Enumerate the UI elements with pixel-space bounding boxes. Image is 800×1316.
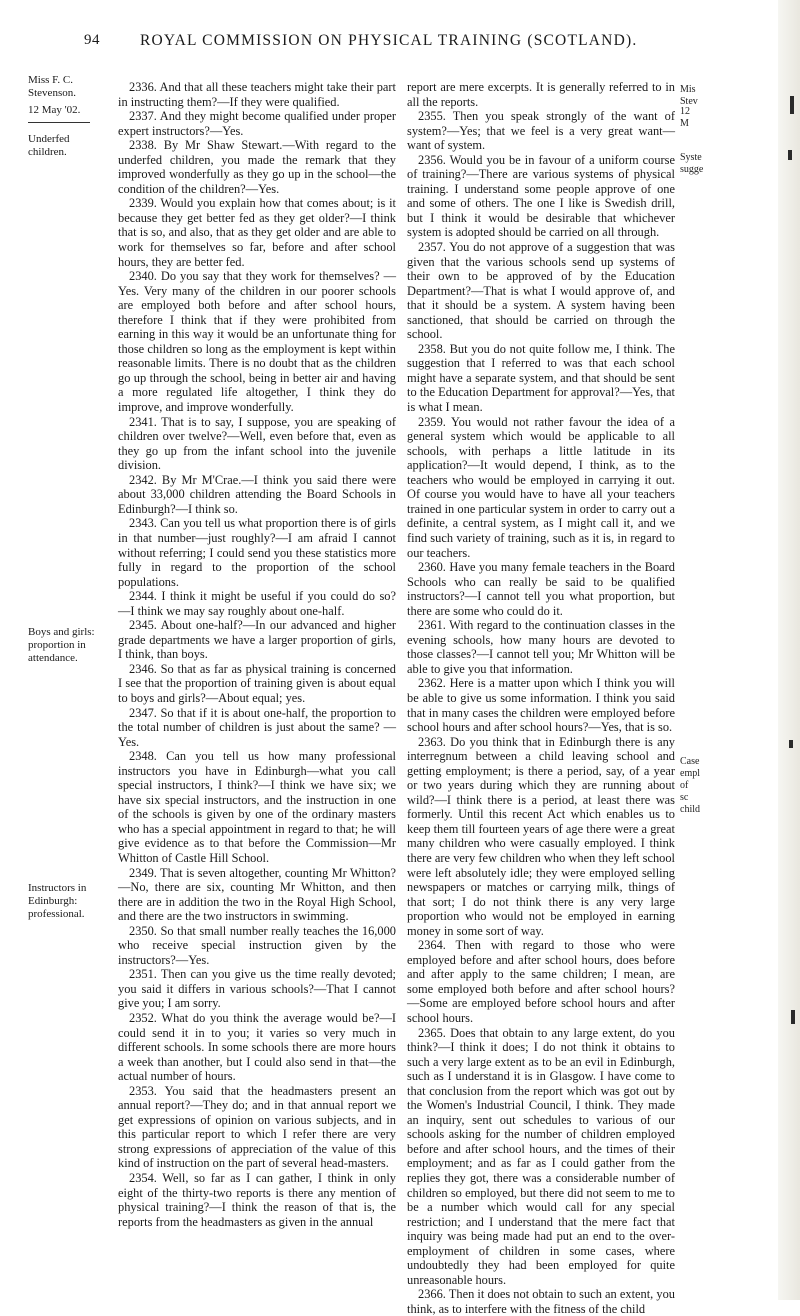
paragraph: 2352. What do you think the average would be?—I could send it in to you; it varies so very much in different schools. In some schools there are more hours a week than another, but I could also send in that—the actual number of hours.: [118, 1011, 396, 1084]
edge-note-employment: Case empl of sc child: [680, 756, 700, 815]
paragraph: 2342. By Mr M'Crae.—I think you said there were about 33,000 children attending the Board Schools in Edinburgh?—I think so.: [118, 472, 396, 516]
margin-divider: [28, 122, 90, 123]
paragraph: 2345. About one-half?—In our advanced and higher grade departments we have a larger proportion of girls, I think, than boys.: [118, 618, 396, 662]
paragraph: 2344. I think it might be useful if you could do so? —I think we may say roughly about one-half.: [118, 589, 396, 618]
margin-note-date: 12 May '02.: [28, 104, 81, 116]
edge-mark: [789, 740, 793, 748]
edge-mark: [790, 96, 794, 114]
paragraph: 2338. By Mr Shaw Stewart.—With regard to the underfed children, you made the remark that they improved wonderfully as they go up in the school—the condition of the children?—Yes.: [118, 138, 396, 196]
paragraph: 2361. With regard to the continuation classes in the evening schools, how many hours are devoted to those classes?—I cannot tell you; Mr Whitton will be able to give you that information.: [407, 618, 675, 676]
paragraph: 2360. Have you many female teachers in the Board Schools who can really be said to be qualified instructors?—I cannot tell you what proportion, but there are some who could do it.: [407, 560, 675, 618]
facing-page-edge: [778, 0, 800, 1300]
margin-note-instructors: Instructors in Edinburgh: professional.: [28, 882, 87, 920]
paragraph: 2364. Then with regard to those who were employed before and after school hours, does before and after apply to the same children; I mean, are some employed both before and after school hours?—Some are employed before school hours and after school hours.: [407, 938, 675, 1025]
paragraph: 2348. Can you tell us how many professional instructors you have in Edinburgh—what you call special instructors, I think?—I think we have six; we have six special instructors, and the instruction in one of the schools is given by one of the ordinary masters who has a special appointment in regard to that; he will give evidence as to that before the Commission—Mr Whitton of Castle Hill School.: [118, 749, 396, 865]
edge-note-date: 12 M: [680, 106, 690, 129]
paragraph: 2351. Then can you give us the time really devoted; you said it differs in various schools?—That I cannot give you; I am sorry.: [118, 967, 396, 1011]
edge-mark: [791, 1010, 795, 1024]
paragraph: 2354. Well, so far as I can gather, I think in only eight of the thirty-two reports is there any mention of physical training?—I think the reason of that is, the reports from the headmasters as given in the annual: [118, 1171, 396, 1229]
paragraph: 2346. So that as far as physical training is concerned I see that the proportion of training given is about equal to boys and girls?—About equal; yes.: [118, 661, 396, 705]
page-number: 94: [84, 32, 100, 48]
paragraph: 2362. Here is a matter upon which I think you will be able to give us some information. I think you said that in many cases the children were employed before school hours and after school hours?—Yes, that is so.: [407, 676, 675, 735]
paragraph: 2358. But you do not quite follow me, I think. The suggestion that I referred to was that each school might have a separate system, and that should be sent to the Education Department for approval?—Yes, that is what I mean.: [407, 341, 675, 415]
paragraph: 2359. You would not rather favour the idea of a general system which would be applicable to all schools, with perhaps a little latitude in its application?—It would depend, I think, as to the teachers who would be employed in carrying it out. Of course you would have to have all your teachers trained in one particular system in order to carry out a definite, a central system, as I might call it, and we find such variety of training, such as it is, in regard to our teachers.: [407, 414, 675, 560]
edge-note-system: Syste sugge: [680, 152, 704, 175]
paragraph: 2336. And that all these teachers might take their part in instructing them?—If they were qualified.: [118, 80, 396, 109]
paragraph: 2341. That is to say, I suppose, you are speaking of children over twelve?—Well, even before that, even as they go up from the infant school into the juvenile division.: [118, 414, 396, 473]
right-column: [407, 80, 675, 1316]
paragraph: 2340. Do you say that they work for themselves? —Yes. Very many of the children in our poorer schools are employed both before and after school hours, therefore I think that if they were prohibited from earning in this way it would be an unfortunate thing for those children so long as the employment is kept within reasonable limits. There is no doubt that as the children go up through the school, being in better air and having a more regulated life altogether, I think they do improve, and improve wonderfully.: [118, 269, 396, 415]
edge-mark: [788, 150, 792, 160]
paragraph: 2339. Would you explain how that comes about; is it because they get better fed as they get older?—I think that is so, and also, that as they get older and are able to work for themselves so far, before and after school hours, they are better fed.: [118, 196, 396, 269]
margin-note-witness: Miss F. C. Stevenson.: [28, 74, 76, 99]
paragraph: 2355. Then you speak strongly of the want of system?—Yes; that we feel is a very great want—want of system.: [407, 109, 675, 153]
paragraph: 2343. Can you tell us what proportion there is of girls in that number—just roughly?—I am afraid I cannot without referring; I could send you these statistics more fully in regard to the proportion of the school populations.: [118, 516, 396, 589]
paragraph: 2350. So that small number really teaches the 16,000 who receive special instruction given by the instructors?—Yes.: [118, 923, 396, 967]
edge-note-witness: Mis Stev: [680, 84, 698, 107]
paragraph: 2366. Then it does not obtain to such an extent, you think, as to interfere with the fitness of the child: [407, 1287, 675, 1316]
margin-note-boys-girls: Boys and girls: proportion in attendance.: [28, 626, 95, 664]
page-header: [0, 32, 800, 56]
paragraph: 2337. And they might become qualified under proper expert instructors?—Yes.: [118, 109, 396, 138]
left-column: [118, 80, 396, 1229]
running-title: ROYAL COMMISSION ON PHYSICAL TRAINING (SCOTLAND).: [140, 32, 638, 49]
paragraph: 2365. Does that obtain to any large extent, do you think?—I think it does; I do not think it obtains to such a very large extent as to be an evil in Edinburgh, such as I understand it is in Glasgow. I have come to that conclusion from the report which was got out by the Women's Industrial Council, I think. They made an inquiry, sent out schedules to various of our schools asking for the number of children employed before and after school hours, and the times of their employment; and as far as I could gather from the replies they got, there was a considerable number of children so employed, but there did not seem to me to be a number which would call for any special restriction; and I understand that the mere fact that inquiry was being made had put an end to the over-employment of children in some cases, where undoubtedly they had been employed for quite unreasonable hours.: [407, 1025, 675, 1287]
margin-note-underfed: Underfed children.: [28, 133, 70, 158]
paragraph: 2363. Do you think that in Edinburgh there is any interregnum between a child leaving school and getting employment; is there a period, say, of a year or two years during which they are running about wild?—I think there is a period, at least there was formerly. Until this recent Act which enables us to keep them till fourteen years of age there were a great many children who were casually employed. I think there are very few children who when they left school were left absolutely idle; they were employed selling newspapers or matches or carrying milk, things of that sort; I do not think there is any very large proportion who would not be employed in earning money in some sort of way.: [407, 734, 675, 938]
paragraph: 2353. You said that the headmasters present an annual report?—They do; and in that annual report we get expressions of opinion on various subjects, and in this particular report to which I refer there are very strong expressions of appreciation of the value of this kind of instruction on the part of several head-masters.: [118, 1083, 396, 1171]
paragraph-continuation: report are mere excerpts. It is generally referred to in all the reports.: [407, 80, 675, 109]
paragraph: 2349. That is seven altogether, counting Mr Whitton?—No, there are six, counting Mr Whitton, and then there are in addition the two in the Royal High School, and there are the two instructors in swimming.: [118, 865, 396, 924]
paragraph: 2357. You do not approve of a suggestion that was given that the various schools send up systems of their own to be approved of by the Education Department?—That is what I would approve of, and that it should be a system. A system having been sanctioned, that should be carried on through the school.: [407, 240, 675, 342]
paragraph: 2356. Would you be in favour of a uniform course of training?—There are various systems of physical training. I understand some people approve of one and some of others. The one I like is Swedish drill, but I think it would be desirable that whichever system is adopted should be carried on all through.: [407, 152, 675, 240]
paragraph: 2347. So that if it is about one-half, the proportion to the total number of children is just about the same? —Yes.: [118, 705, 396, 749]
